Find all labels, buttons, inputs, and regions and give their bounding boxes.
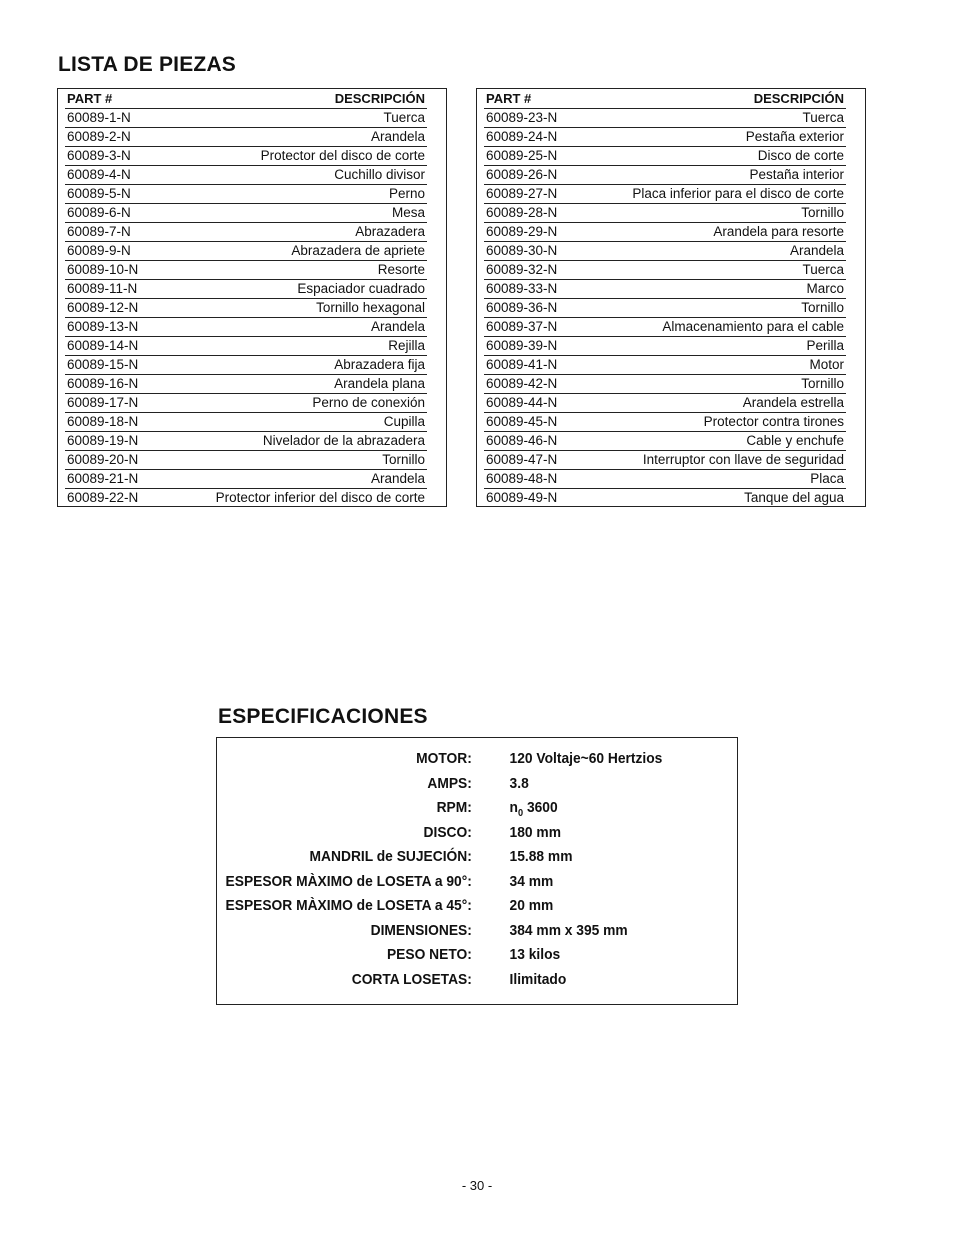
column-spacer: [846, 451, 866, 470]
column-spacer: [427, 261, 447, 280]
column-spacer: [427, 299, 447, 318]
table-row: [65, 280, 447, 299]
spec-row: [217, 824, 695, 848]
table-row: [484, 147, 866, 166]
spec-row: [217, 971, 695, 995]
spec-value: 180 mm: [509, 823, 561, 841]
part-description: Protector inferior del disco de corte: [215, 490, 425, 505]
column-spacer: [427, 432, 447, 451]
part-number: 60089-27-N: [484, 185, 598, 204]
part-description: Cable y enchufe: [598, 432, 846, 451]
part-number: 60089-18-N: [65, 413, 179, 432]
table-row: [484, 185, 866, 204]
part-number: 60089-23-N: [484, 109, 598, 128]
table-row: [484, 337, 866, 356]
spec-value: 120 Voltaje~60 Hertzios: [509, 750, 663, 767]
table-header-row: [484, 90, 866, 109]
spec-value-subscript: 0: [517, 808, 524, 819]
table-row: [65, 109, 447, 128]
part-number: 60089-11-N: [65, 280, 179, 299]
specifications-title: ESPECIFICACIONES: [218, 705, 428, 728]
table-row: [65, 318, 447, 337]
table-row: [484, 280, 866, 299]
part-number: 60089-26-N: [484, 166, 598, 185]
spec-label: DISCO:: [423, 823, 472, 841]
spec-row: [217, 799, 695, 823]
part-description: Almacenamiento para el cable: [598, 318, 846, 337]
column-spacer: [427, 128, 447, 147]
part-number: 60089-41-N: [484, 356, 598, 375]
table-row: [65, 147, 447, 166]
part-description: Placa: [598, 470, 846, 489]
table-row: [484, 375, 866, 394]
part-number: 60089-12-N: [65, 299, 179, 318]
part-number: 60089-30-N: [484, 242, 598, 261]
part-number: 60089-22-N: [67, 490, 139, 505]
part-description: Tuerca: [598, 109, 846, 128]
part-description: Disco de corte: [598, 147, 846, 166]
part-number: 60089-44-N: [484, 394, 598, 413]
column-header-description: DESCRIPCIÓN: [179, 90, 427, 109]
part-description: Tanque del agua: [744, 490, 844, 505]
part-description: Protector contra tirones: [598, 413, 846, 432]
spec-row: [217, 873, 695, 897]
spec-value-prefix: n: [509, 799, 518, 816]
table-row: [65, 223, 447, 242]
part-number: 60089-37-N: [484, 318, 598, 337]
table-row: [484, 223, 866, 242]
part-number: 60089-14-N: [65, 337, 179, 356]
part-description: Perilla: [598, 337, 846, 356]
spec-label: CORTA LOSETAS:: [351, 970, 472, 988]
spec-value: 34 mm: [509, 872, 554, 890]
part-description: Tornillo: [598, 375, 846, 394]
table-row: [484, 318, 866, 337]
table-row: [65, 394, 447, 413]
table-row: [484, 489, 866, 508]
table-row: [484, 261, 866, 280]
spec-value: Ilimitado: [509, 970, 567, 988]
table-row: [65, 128, 447, 147]
column-spacer: [846, 299, 866, 318]
table-row: [65, 299, 447, 318]
part-number: 60089-9-N: [65, 242, 179, 261]
part-description: Tornillo: [598, 299, 846, 318]
part-number: 60089-46-N: [484, 432, 598, 451]
part-number: 60089-39-N: [484, 337, 598, 356]
column-spacer: [427, 489, 447, 508]
column-spacer: [846, 356, 866, 375]
column-spacer: [427, 318, 447, 337]
part-number: 60089-17-N: [65, 394, 179, 413]
spec-row: [217, 848, 695, 872]
spec-row: [217, 750, 695, 774]
table-row: [65, 470, 447, 489]
column-spacer: [427, 185, 447, 204]
column-spacer: [846, 261, 866, 280]
part-description: Motor: [598, 356, 846, 375]
table-row: [65, 242, 447, 261]
specifications-box: [216, 737, 738, 1005]
parts-table-left: [57, 88, 447, 507]
table-row: [484, 356, 866, 375]
spec-row: [217, 775, 695, 799]
spec-value-text: 3600: [526, 799, 558, 816]
part-description: Arandela plana: [179, 375, 427, 394]
table-row: [65, 204, 447, 223]
page-number: - 30 -: [461, 1178, 493, 1193]
part-number: 60089-15-N: [65, 356, 179, 375]
column-spacer: [846, 413, 866, 432]
part-number: 60089-36-N: [484, 299, 598, 318]
part-number: 60089-49-N: [486, 490, 558, 505]
table-row: [65, 432, 447, 451]
column-header-part: PART #: [484, 90, 598, 109]
part-number: 60089-2-N: [65, 128, 179, 147]
part-description: Abrazadera fija: [179, 356, 427, 375]
column-spacer: [846, 223, 866, 242]
spec-row: [217, 897, 695, 921]
part-description: Protector del disco de corte: [179, 147, 427, 166]
part-number: 60089-6-N: [65, 204, 179, 223]
column-spacer: [427, 356, 447, 375]
part-description: Tornillo: [598, 204, 846, 223]
part-description: Pestaña interior: [598, 166, 846, 185]
column-spacer: [427, 375, 447, 394]
table-row: [65, 375, 447, 394]
column-spacer: [427, 337, 447, 356]
parts-table: [484, 90, 866, 507]
table-row: [65, 413, 447, 432]
part-description: Resorte: [179, 261, 427, 280]
spec-value: 15.88 mm: [509, 848, 573, 865]
spec-value: 13 kilos: [509, 946, 561, 963]
spec-label: AMPS:: [427, 774, 472, 792]
spec-value: 384 mm x 395 mm: [509, 921, 628, 939]
part-number: 60089-7-N: [65, 223, 179, 242]
part-description: Rejilla: [179, 337, 427, 356]
part-number: 60089-45-N: [484, 413, 598, 432]
column-header-part: PART #: [65, 90, 179, 109]
column-spacer: [427, 204, 447, 223]
column-spacer: [846, 204, 866, 223]
part-description: Espaciador cuadrado: [179, 280, 427, 299]
parts-table-right: [476, 88, 866, 507]
spec-label: PESO NETO:: [386, 946, 472, 963]
table-row: [484, 394, 866, 413]
column-spacer: [846, 489, 866, 508]
spec-row: [217, 922, 695, 946]
column-spacer: [846, 242, 866, 261]
column-spacer: [846, 280, 866, 299]
part-description: Tuerca: [598, 261, 846, 280]
part-description: Abrazadera: [179, 223, 427, 242]
part-description: Arandela estrella: [598, 394, 846, 413]
part-number: 60089-42-N: [484, 375, 598, 394]
table-row: [484, 413, 866, 432]
table-row: [484, 204, 866, 223]
part-description: Interruptor con llave de seguridad: [598, 451, 846, 470]
part-description: Arandela: [598, 242, 846, 261]
column-spacer: [427, 90, 447, 109]
parts-table: [65, 90, 447, 507]
part-description: Nivelador de la abrazadera: [179, 432, 427, 451]
part-description: Arandela para resorte: [598, 223, 846, 242]
table-row: [484, 299, 866, 318]
table-row: [484, 470, 866, 489]
part-description: Perno: [179, 185, 427, 204]
spec-row: [217, 946, 695, 970]
column-spacer: [846, 337, 866, 356]
part-number: 60089-3-N: [65, 147, 179, 166]
table-row: [65, 356, 447, 375]
table-row: [484, 128, 866, 147]
column-spacer: [427, 166, 447, 185]
column-spacer: [846, 90, 866, 109]
part-number: 60089-21-N: [65, 470, 179, 489]
column-spacer: [427, 242, 447, 261]
column-spacer: [846, 185, 866, 204]
column-spacer: [427, 470, 447, 489]
spec-label: RPM:: [436, 799, 472, 816]
part-number: 60089-33-N: [484, 280, 598, 299]
column-spacer: [846, 432, 866, 451]
spec-label: ESPESOR MÀXIMO de LOSETA a 90°:: [225, 872, 472, 890]
spec-value: [510, 799, 558, 819]
part-number: 60089-1-N: [65, 109, 179, 128]
table-row: [484, 432, 866, 451]
column-spacer: [427, 413, 447, 432]
part-number: 60089-29-N: [484, 223, 598, 242]
part-description: Arandela: [179, 318, 427, 337]
column-spacer: [427, 223, 447, 242]
spec-label: ESPESOR MÀXIMO de LOSETA a 45°:: [225, 897, 472, 914]
table-row: [484, 451, 866, 470]
column-spacer: [427, 147, 447, 166]
table-row: [65, 337, 447, 356]
part-number: 60089-28-N: [484, 204, 598, 223]
parts-table-body: [484, 109, 866, 508]
part-description: Tuerca: [179, 109, 427, 128]
spec-value: 20 mm: [509, 897, 554, 914]
part-number: 60089-19-N: [65, 432, 179, 451]
table-row: [484, 109, 866, 128]
column-spacer: [427, 109, 447, 128]
part-number: 60089-48-N: [484, 470, 598, 489]
table-row: [484, 166, 866, 185]
column-header-description: DESCRIPCIÓN: [598, 90, 846, 109]
part-number: 60089-20-N: [65, 451, 179, 470]
part-number: 60089-47-N: [484, 451, 598, 470]
column-spacer: [846, 375, 866, 394]
part-description: Mesa: [179, 204, 427, 223]
part-description: Arandela: [179, 128, 427, 147]
spec-label: MANDRIL de SUJECIÓN:: [309, 848, 472, 865]
column-spacer: [846, 470, 866, 489]
part-description: Placa inferior para el disco de corte: [598, 185, 846, 204]
part-description: Pestaña exterior: [598, 128, 846, 147]
table-header-row: [65, 90, 447, 109]
table-row: [65, 166, 447, 185]
part-number: 60089-5-N: [65, 185, 179, 204]
table-row: [65, 185, 447, 204]
part-number: 60089-25-N: [484, 147, 598, 166]
part-description: Tornillo: [179, 451, 427, 470]
table-row: [65, 451, 447, 470]
part-description: Marco: [598, 280, 846, 299]
part-number: 60089-16-N: [65, 375, 179, 394]
part-description: Cuchillo divisor: [179, 166, 427, 185]
column-spacer: [427, 394, 447, 413]
part-number: 60089-4-N: [65, 166, 179, 185]
part-number: 60089-24-N: [484, 128, 598, 147]
parts-table-body: [65, 109, 447, 508]
column-spacer: [846, 318, 866, 337]
part-description: Perno de conexión: [179, 394, 427, 413]
part-description: Arandela: [179, 470, 427, 489]
column-spacer: [427, 451, 447, 470]
spec-label: MOTOR:: [416, 750, 472, 767]
column-spacer: [846, 394, 866, 413]
table-row: [484, 242, 866, 261]
part-description: Cupilla: [179, 413, 427, 432]
column-spacer: [846, 109, 866, 128]
spec-value: 3.8: [509, 774, 529, 792]
table-row: [65, 261, 447, 280]
table-row: [65, 489, 447, 508]
column-spacer: [846, 147, 866, 166]
part-number: 60089-10-N: [65, 261, 179, 280]
parts-list-title: LISTA DE PIEZAS: [58, 53, 237, 76]
column-spacer: [427, 280, 447, 299]
column-spacer: [846, 166, 866, 185]
part-number: 60089-32-N: [484, 261, 598, 280]
part-description: Abrazadera de apriete: [179, 242, 427, 261]
column-spacer: [846, 128, 866, 147]
part-number: 60089-13-N: [65, 318, 179, 337]
spec-label: DIMENSIONES:: [370, 921, 472, 939]
part-description: Tornillo hexagonal: [179, 299, 427, 318]
